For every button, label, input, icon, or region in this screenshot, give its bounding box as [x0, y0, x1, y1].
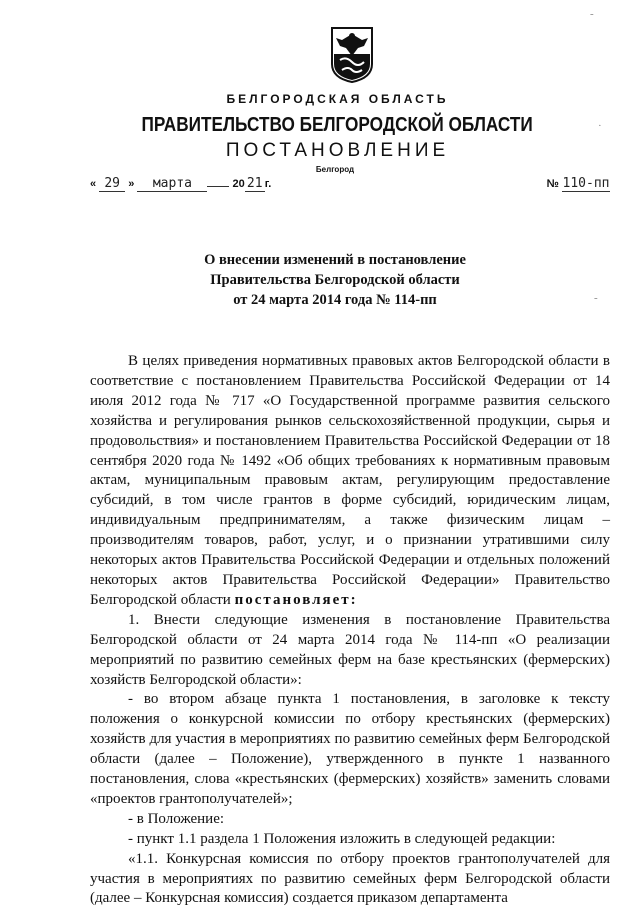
document-body — [90, 352, 610, 909]
title-line-2: Правительства Белгородской области — [210, 272, 460, 288]
title-line-3: от 24 марта 2014 года № 114-пп — [233, 292, 437, 308]
date-month: марта — [137, 176, 207, 192]
region-name: БЕЛГОРОДСКАЯ ОБЛАСТЬ — [226, 92, 449, 106]
scan-mark: - — [590, 8, 594, 20]
date-close-quote: » — [128, 178, 135, 190]
scan-mark: - — [594, 292, 598, 304]
resolves-keyword: постановляет: — [234, 591, 358, 608]
coat-of-arms-icon — [330, 26, 374, 84]
document-type: ПОСТАНОВЛЕНИЕ — [225, 140, 450, 161]
date-year-suffix: 21 — [245, 176, 265, 192]
paragraph-3: - в Положение: — [128, 810, 225, 827]
decree-number: 110-пп — [562, 176, 610, 191]
number-prefix: № — [546, 178, 559, 190]
document-title — [0, 250, 640, 310]
paragraph-preamble — [90, 352, 610, 611]
government-name: ПРАВИТЕЛЬСТВО БЕЛГОРОДСКОЙ ОБЛАСТИ — [141, 114, 533, 136]
date-day: 29 — [99, 176, 125, 192]
paragraph-4: - пункт 1.1 раздела 1 Положения изложить в следующей редакции: — [128, 830, 556, 847]
date-year-abbr: г. — [264, 178, 272, 190]
paragraph-2: - во втором абзаце пункта 1 постановления, в заголовке к тексту положения о конкурсной комиссии по отбору крестьянских (фермерских) хозяйств для участия в мероприятиях по развитию семейных ферм Белгородской области (далее – Положение), утвержденного в пункте 1 названного постановления, слова «крестьянских (фермерских) хозяйств» заменить словами «проектов грантополучателей»; — [90, 691, 610, 807]
dateline — [90, 176, 610, 196]
scan-mark: · — [598, 120, 602, 132]
date-field — [90, 176, 271, 192]
preamble-text: В целях приведения нормативных правовых актов Белгородской области в соответствие с постановлением Правительства Российской Федерации от 14 июля 2012 года № 717 «О Государственной программе развития сельского хозяйства и регулирования рынков сельскохозяйственной продукции, сырья и продовольствия» и постановлением Правительства Российской Федерации от 18 сентября 2020 года № 1492 «Об общих требованиях к нормативным правовым актам, муниципальным правовым актам, регулирующим предоставление субсидий, в том числе грантов в форме субсидий, юридическим лицам, индивидуальным предпринимателям, а также физическим лицам – производителям товаров, работ, услуг, и о признании утратившими силу некоторых актов Правительства Российской Федерации и отдельных положений некоторых актов Правительства Российской Федерации» Правительство Белгородской области — [90, 353, 610, 608]
decree-number-field — [547, 176, 610, 192]
city-name: Белгород — [315, 165, 355, 174]
date-year-prefix: 20 — [232, 178, 245, 190]
date-open-quote: « — [90, 178, 97, 190]
paragraph-1: 1. Внести следующие изменения в постановление Правительства Белгородской области от 24 марта 2014 года № 114-пп «О реализации мероприятий по развитию семейных ферм на базе крестьянских (фермерских) хозяйств Белгородской области»: — [90, 611, 610, 688]
paragraph-5: «1.1. Конкурсная комиссия по отбору проектов грантополучателей для участия в мероприятиях по развитию семейных ферм Белгородской области (далее – Конкурсная комиссия) создается приказом департамента — [90, 850, 610, 907]
title-line-1: О внесении изменений в постановление — [204, 252, 466, 268]
